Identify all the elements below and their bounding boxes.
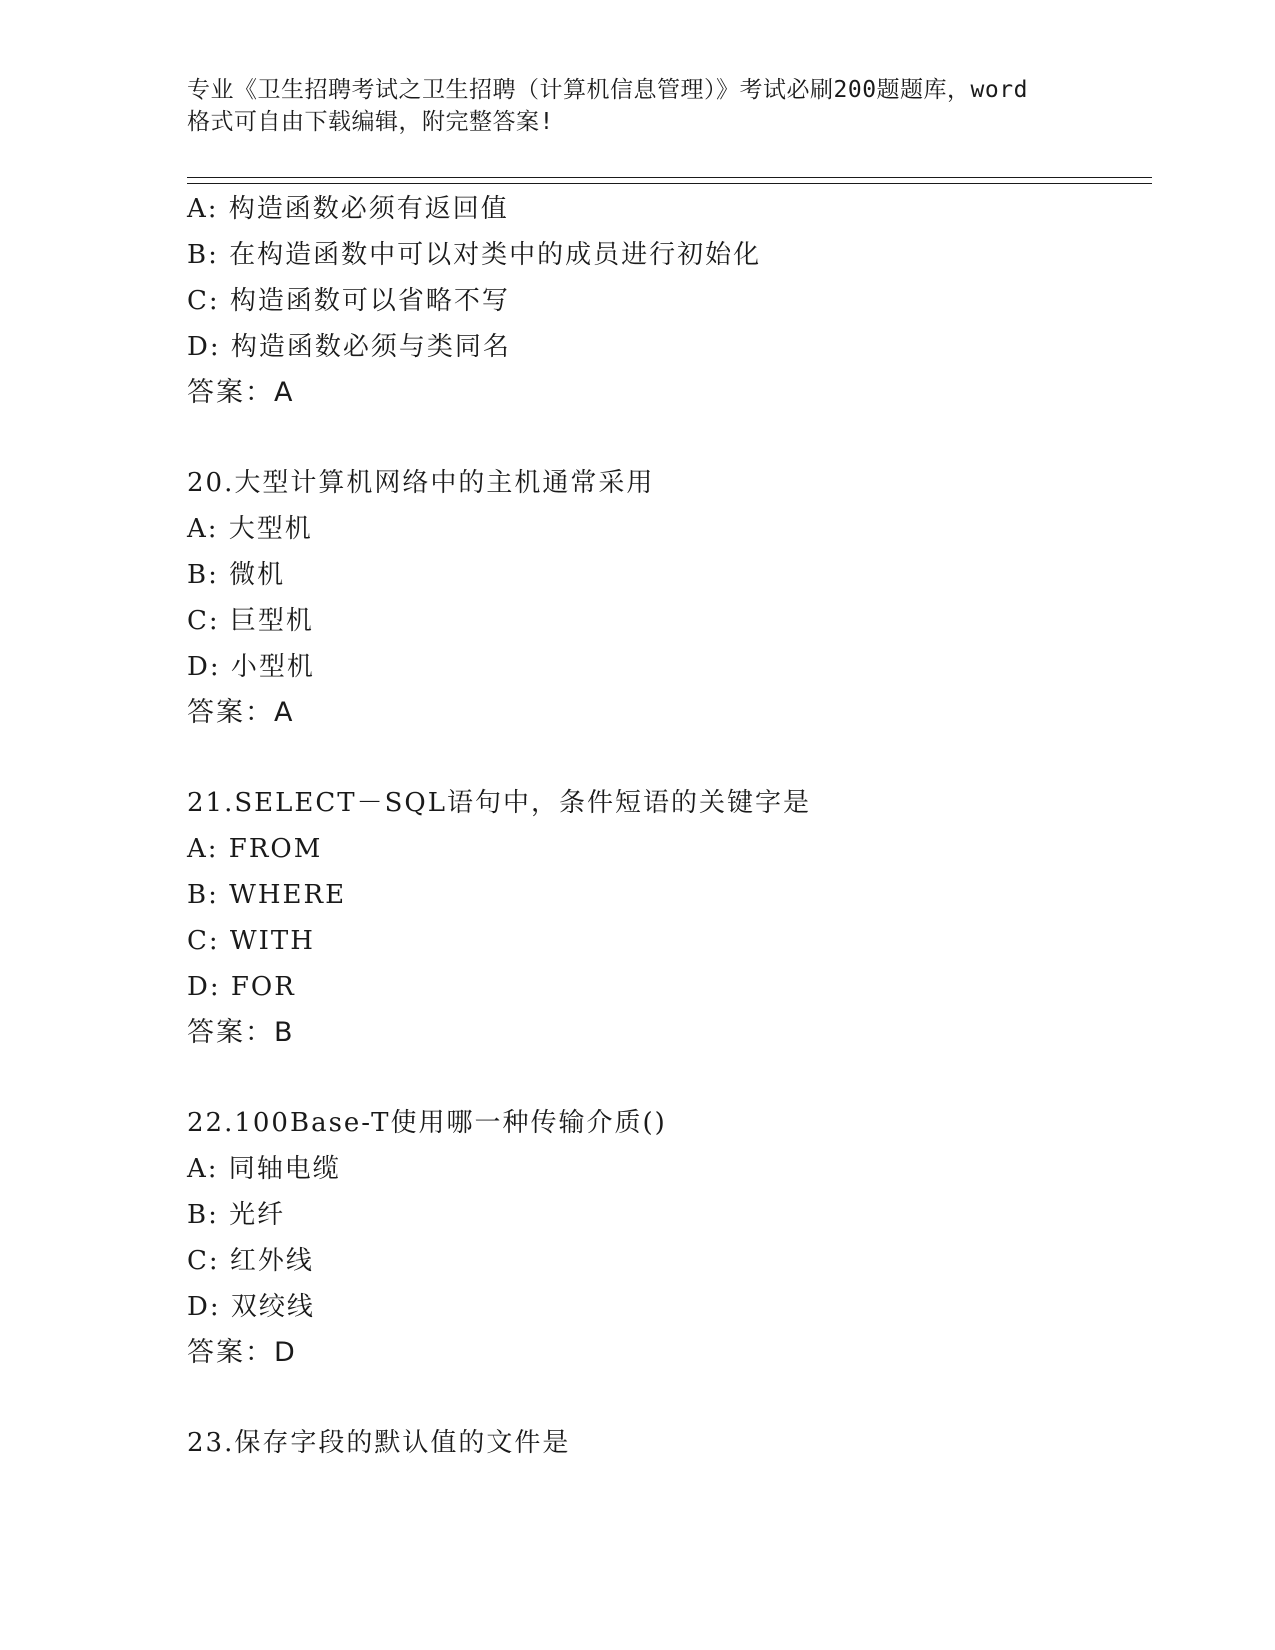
header-line-2: 格式可自由下载编辑，附完整答案! — [187, 109, 554, 135]
option-b: B: 光纤 — [187, 1200, 286, 1230]
question-21-block — [187, 780, 1147, 1056]
answer-line: 答案：B — [187, 1017, 295, 1048]
spacer — [187, 416, 1147, 460]
header-divider — [187, 177, 1152, 184]
question-list — [187, 186, 1147, 1466]
option-a: A: 构造函数必须有返回值 — [187, 194, 509, 224]
spacer — [187, 1056, 1147, 1100]
option-a: A: 大型机 — [187, 514, 313, 544]
answer-line: 答案：D — [187, 1337, 297, 1368]
question-text: 21.SELECT－SQL语句中，条件短语的关键字是 — [187, 788, 812, 818]
question-text: 22.100Base-T使用哪一种传输介质() — [187, 1108, 667, 1138]
option-d: D: FOR — [187, 972, 296, 1002]
header-line-1: 专业《卫生招聘考试之卫生招聘（计算机信息管理）》考试必刷200题题库，word — [187, 77, 1028, 103]
option-d: D: 构造函数必须与类同名 — [187, 332, 511, 362]
document-header — [187, 74, 1087, 138]
spacer — [187, 736, 1147, 780]
option-b: B: WHERE — [187, 880, 347, 910]
answer-line: 答案：A — [187, 377, 295, 408]
question-22-block — [187, 1100, 1147, 1376]
option-b: B: 在构造函数中可以对类中的成员进行初始化 — [187, 240, 762, 270]
question-text: 23.保存字段的默认值的文件是 — [187, 1428, 571, 1458]
option-b: B: 微机 — [187, 560, 286, 590]
option-c: C: WITH — [187, 926, 315, 956]
spacer — [187, 1376, 1147, 1420]
answer-line: 答案：A — [187, 697, 295, 728]
option-d: D: 双绞线 — [187, 1292, 315, 1322]
option-d: D: 小型机 — [187, 652, 315, 682]
question-20-block — [187, 460, 1147, 736]
option-a: A: 同轴电缆 — [187, 1154, 341, 1184]
option-c: C: 构造函数可以省略不写 — [187, 286, 510, 316]
question-19-block — [187, 186, 1147, 416]
question-text: 20.大型计算机网络中的主机通常采用 — [187, 468, 655, 498]
option-c: C: 巨型机 — [187, 606, 314, 636]
option-c: C: 红外线 — [187, 1246, 314, 1276]
option-a: A: FROM — [187, 834, 323, 864]
question-23-block — [187, 1420, 1147, 1466]
